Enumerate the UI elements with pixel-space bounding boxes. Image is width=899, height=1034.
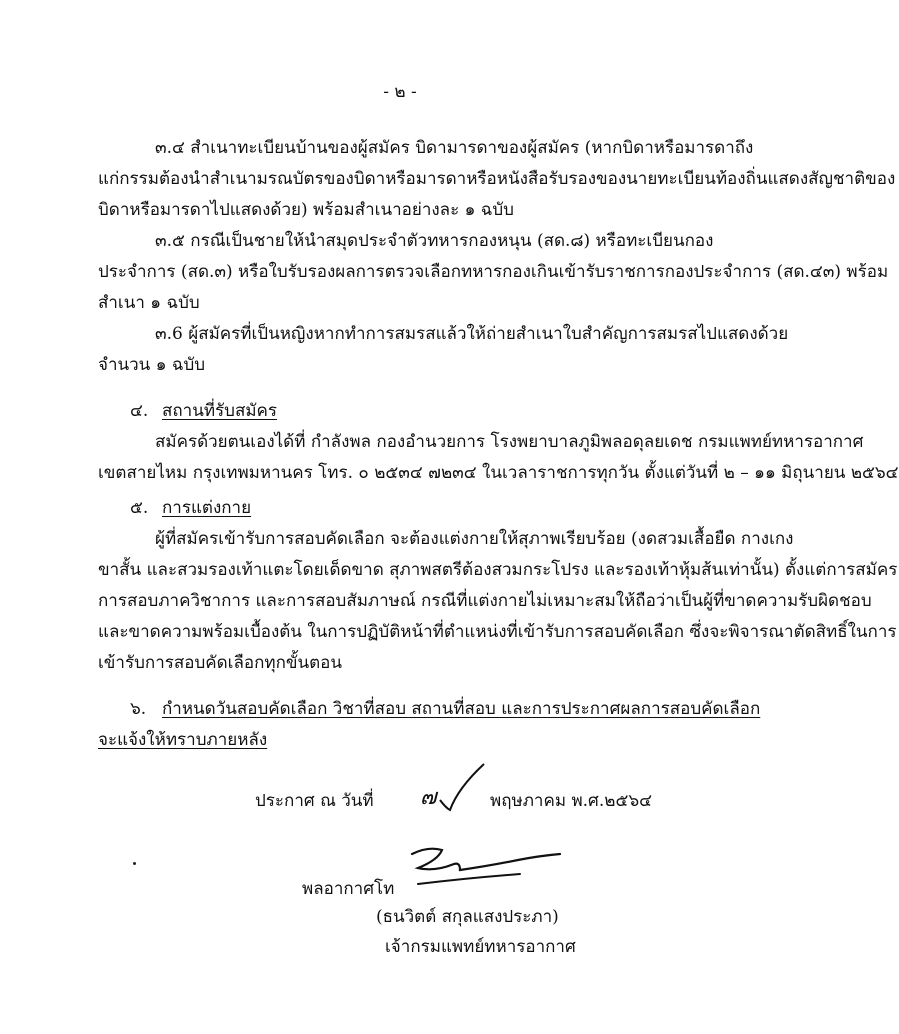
announcement-month-year: พฤษภาคม พ.ศ.๒๕๖๔ [490,791,652,811]
section-5-line-3: การสอบภาควิชาการ และการสอบสัมภาษณ์ กรณีที่แต่งกายไม่เหมาะสมให้ถือว่าเป็นผู้ที่ขาดความรับผิดชอบ [98,591,872,611]
signature-scribble [398,838,568,898]
section-5-line-4: และขาดความพร้อมเบื้องต้น ในการปฏิบัติหน้าที่ตำแหน่งที่เข้ารับการสอบคัดเลือก ซึ่งจะพิจารณาตัดสิทธิ์ในการ [98,622,897,642]
section-4-heading: สถานที่รับสมัคร [162,401,278,421]
item-3-6-line-1: ๓.6 ผู้สมัครที่เป็นหญิงหากทำการสมรสแล้วให้ถ่ายสำเนาใบสำคัญการสมรสไปแสดงด้วย [155,324,789,344]
section-4-line-1: สมัครด้วยตนเองได้ที่ กำลังพล กองอำนวยการ โรงพยาบาลภูมิพลอดุลยเดช กรมแพทย์ทหารอากาศ [155,432,864,452]
handwritten-day: ๗ [420,785,437,810]
section-6-number: ๖. [130,699,147,719]
signatory-rank: พลอากาศโท [302,879,395,899]
section-5-line-5: เข้ารับการสอบคัดเลือกทุกขั้นตอน [98,653,343,673]
section-5-heading: การแต่งกาย [162,498,252,518]
section-6-line-2: จะแจ้งให้ทราบภายหลัง [98,730,268,750]
signatory-name: (ธนวิตต์ สกุลแสงประภา) [376,907,559,927]
item-3-4-line-1: ๓.๔ สำเนาทะเบียนบ้านของผู้สมัคร บิดามารดาของผู้สมัคร (หากบิดาหรือมารดาถึง [155,138,754,158]
item-3-5-line-3: สำเนา ๑ ฉบับ [98,293,200,313]
handwritten-day-mark [418,760,488,814]
item-3-6-line-2: จำนวน ๑ ฉบับ [98,355,206,375]
item-3-5-line-2: ประจำการ (สด.๓) หรือใบรับรองผลการตรวจเลือกทหารกองเกินเข้ารับราชการกองประจำการ (สด.๔๓) พร้อม [98,262,889,282]
item-3-4-line-2: แก่กรรมต้องนำสำเนามรณบัตรของบิดาหรือมารดาหรือหนังสือรับรองของนายทะเบียนท้องถิ่นแสดงสัญชาติของ [98,169,896,189]
page-number: - ๒ - [383,82,417,102]
stray-dot [133,862,136,865]
section-5-line-2: ขาสั้น และสวมรองเท้าแตะโดยเด็ดขาด สุภาพสตรีต้องสวมกระโปรง และรองเท้าหุ้มส้นเท่านั้น) ตั้งแต่การสมัคร [98,560,898,580]
item-3-4-line-3: บิดาหรือมารดาไปแสดงด้วย) พร้อมสำเนาอย่างละ ๑ ฉบับ [98,200,514,220]
section-5-line-1: ผู้ที่สมัครเข้ารับการสอบคัดเลือก จะต้องแต่งกายให้สุภาพเรียบร้อย (งดสวมเสื้อยืด กางเกง [155,529,794,549]
signatory-position: เจ้ากรมแพทย์ทหารอากาศ [385,937,576,957]
item-3-5-line-1: ๓.๕ กรณีเป็นชายให้นำสมุดประจำตัวทหารกองหนุน (สด.๘) หรือทะเบียนกอง [155,231,714,251]
announcement-prefix: ประกาศ ณ วันที่ [255,791,374,811]
section-5-number: ๕. [130,498,149,518]
section-4-line-2: เขตสายไหม กรุงเทพมหานคร โทร. ๐ ๒๕๓๔ ๗๒๓๔ ในเวลาราชการทุกวัน ตั้งแต่วันที่ ๒ – ๑๑ มิถุนายน ๒๕๖๔ [98,463,899,483]
section-4-number: ๔. [130,401,149,421]
section-6-line-1: กำหนดวันสอบคัดเลือก วิชาที่สอบ สถานที่สอบ และการประกาศผลการสอบคัดเลือก [162,699,761,719]
